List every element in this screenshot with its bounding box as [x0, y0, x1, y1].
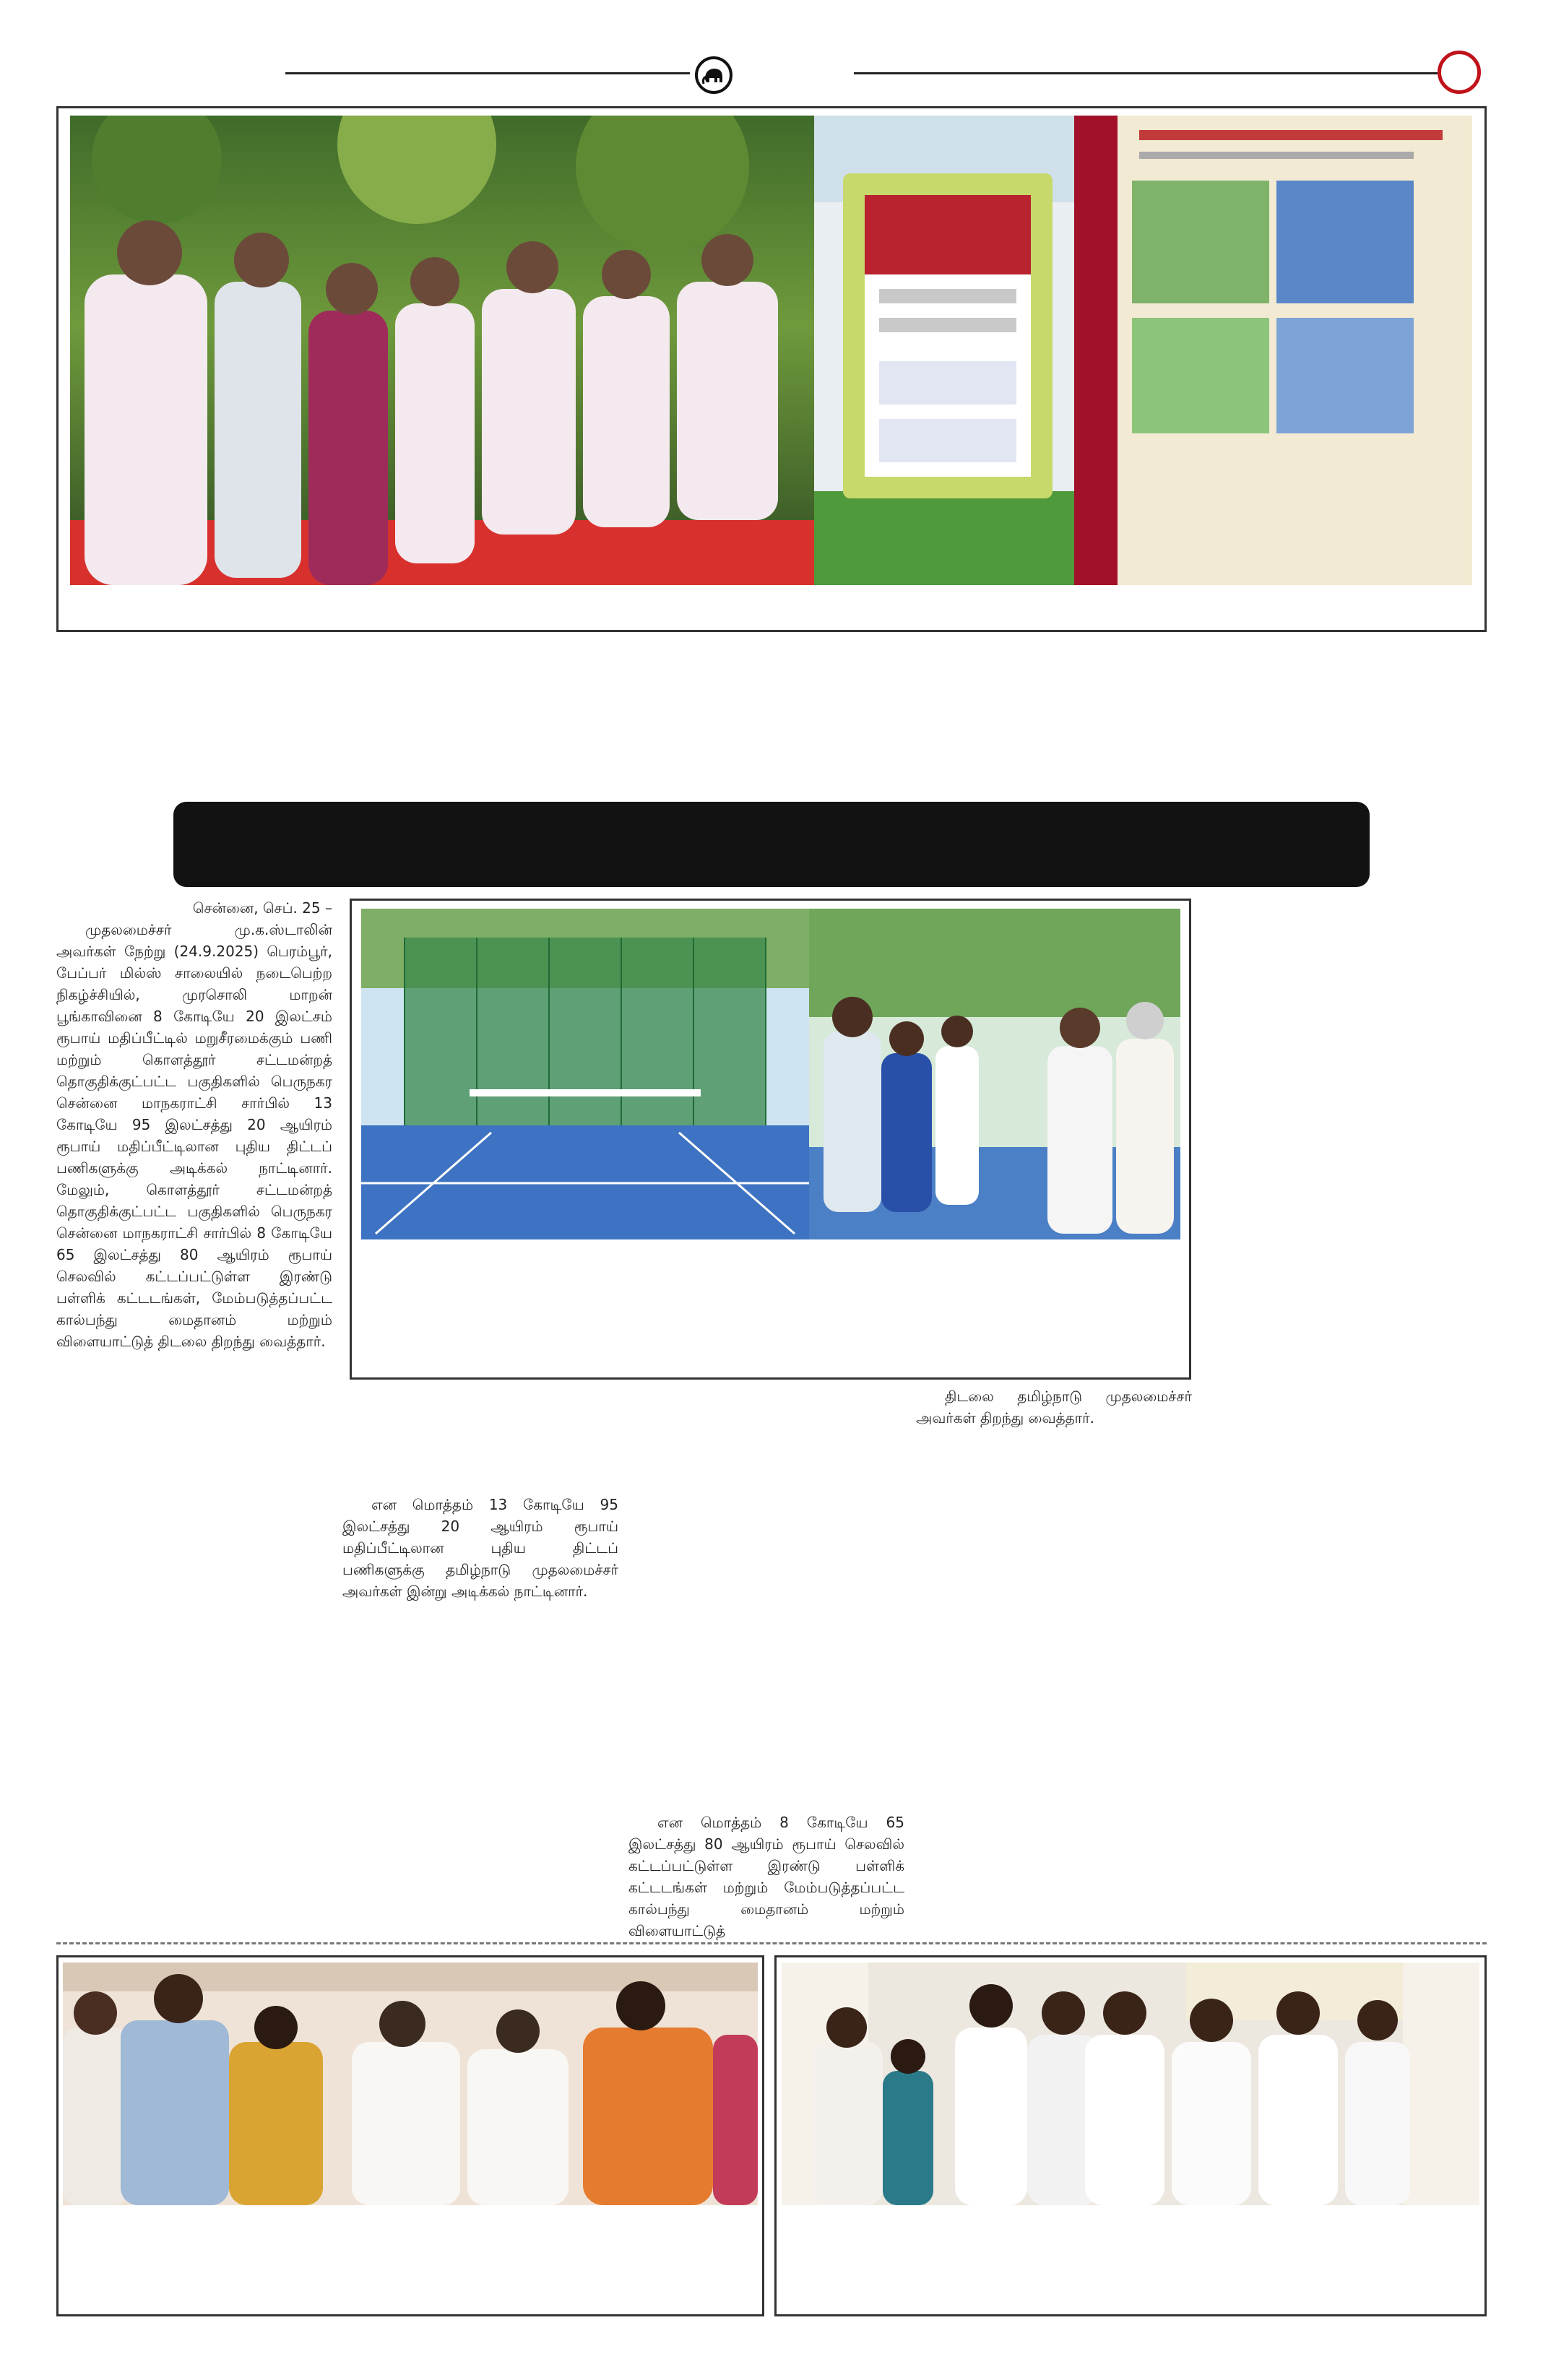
article-column-3	[628, 1812, 904, 1942]
players-meeting-photo	[809, 909, 1180, 1239]
article-body-col3-tail: திடலை தமிழ்நாடு முதலமைச்சர் அவர்கள் திறந்து வைத்தார்.	[916, 1388, 1192, 1427]
headline-bar	[173, 802, 1370, 887]
dateline: சென்னை, செப். 25 –	[192, 899, 332, 917]
award-ceremony-photo	[782, 1963, 1479, 2205]
article-column-2	[342, 1494, 618, 1602]
article-body-col1: முதலமைச்சர் மு.க.ஸ்டாலின் அவர்கள் நேற்று (24.9.2025) பெரம்பூர், பேப்பர் மில்ஸ் சாலையில் நடைபெற்ற நிகழ்ச்சியில், முரசொலி மாறன் பூங்காவினை 8 கோடியே 20 இலட்சம் ரூபாய் மதிப்பீட்டில் மறுசீரமைக்கும் பணி மற்றும் கொளத்தூர் சட்டமன்றத் தொகுதிக்குட்பட்ட பகுதிகளில் பெருநகர சென்னை மாநகராட்சி சார்பில் 13 கோடியே 95 இலட்சத்து 20 ஆயிரம் ரூபாய் மதிப்பீட்டிலான புதிய திட்டப் பணிகளுக்கு அடிக்கல் நாட்டினார். மேலும், கொளத்தூர் சட்டமன்றத் தொகுதிக்குட்பட்ட பகுதிகளில் பெருநகர சென்னை மாநகராட்சி சார்பில் 8 கோடியே 65 இலட்சத்து 80 ஆயிரம் ரூபாய் செலவில் கட்டப்பட்டுள்ள இரண்டு பள்ளிக் கட்டடங்கள், மேம்படுத்தப்பட்ட கால்பந்து மைதானம் மற்றும் விளையாட்டுத் திடலை திறந்து வைத்தார்.	[56, 921, 332, 1350]
section-divider	[56, 1942, 1487, 1944]
welfare-distribution-photo	[63, 1963, 758, 2205]
group-applauding-photo	[70, 116, 814, 585]
court-photo	[361, 909, 809, 1239]
article-column-1	[56, 897, 332, 1352]
article-body-col2: என மொத்தம் 13 கோடியே 95 இலட்சத்து 20 ஆயிரம் ரூபாய் மதிப்பீட்டிலான புதிய திட்டப் பணிகளுக்கு தமிழ்நாடு முதலமைச்சர் அவர்கள் இன்று அடிக்கல் நாட்டினார்.	[342, 1496, 618, 1600]
article-body-col3: என மொத்தம் 8 கோடியே 65 இலட்சத்து 80 ஆயிரம் ரூபாய் செலவில் கட்டப்பட்டுள்ள இரண்டு பள்ளிக் கட்டடங்கள் மற்றும் மேம்படுத்தப்பட்ட கால்பந்து மைதானம் மற்றும் விளையாட்டுத்	[628, 1814, 904, 1939]
elephant-emblem-icon	[695, 56, 732, 94]
header-rule-left	[285, 72, 690, 74]
red-ring-icon	[1438, 51, 1481, 94]
foundation-plaque-photo	[814, 116, 1472, 585]
article-column-3-tail	[916, 1385, 1192, 1429]
header-rule-right	[854, 72, 1438, 74]
